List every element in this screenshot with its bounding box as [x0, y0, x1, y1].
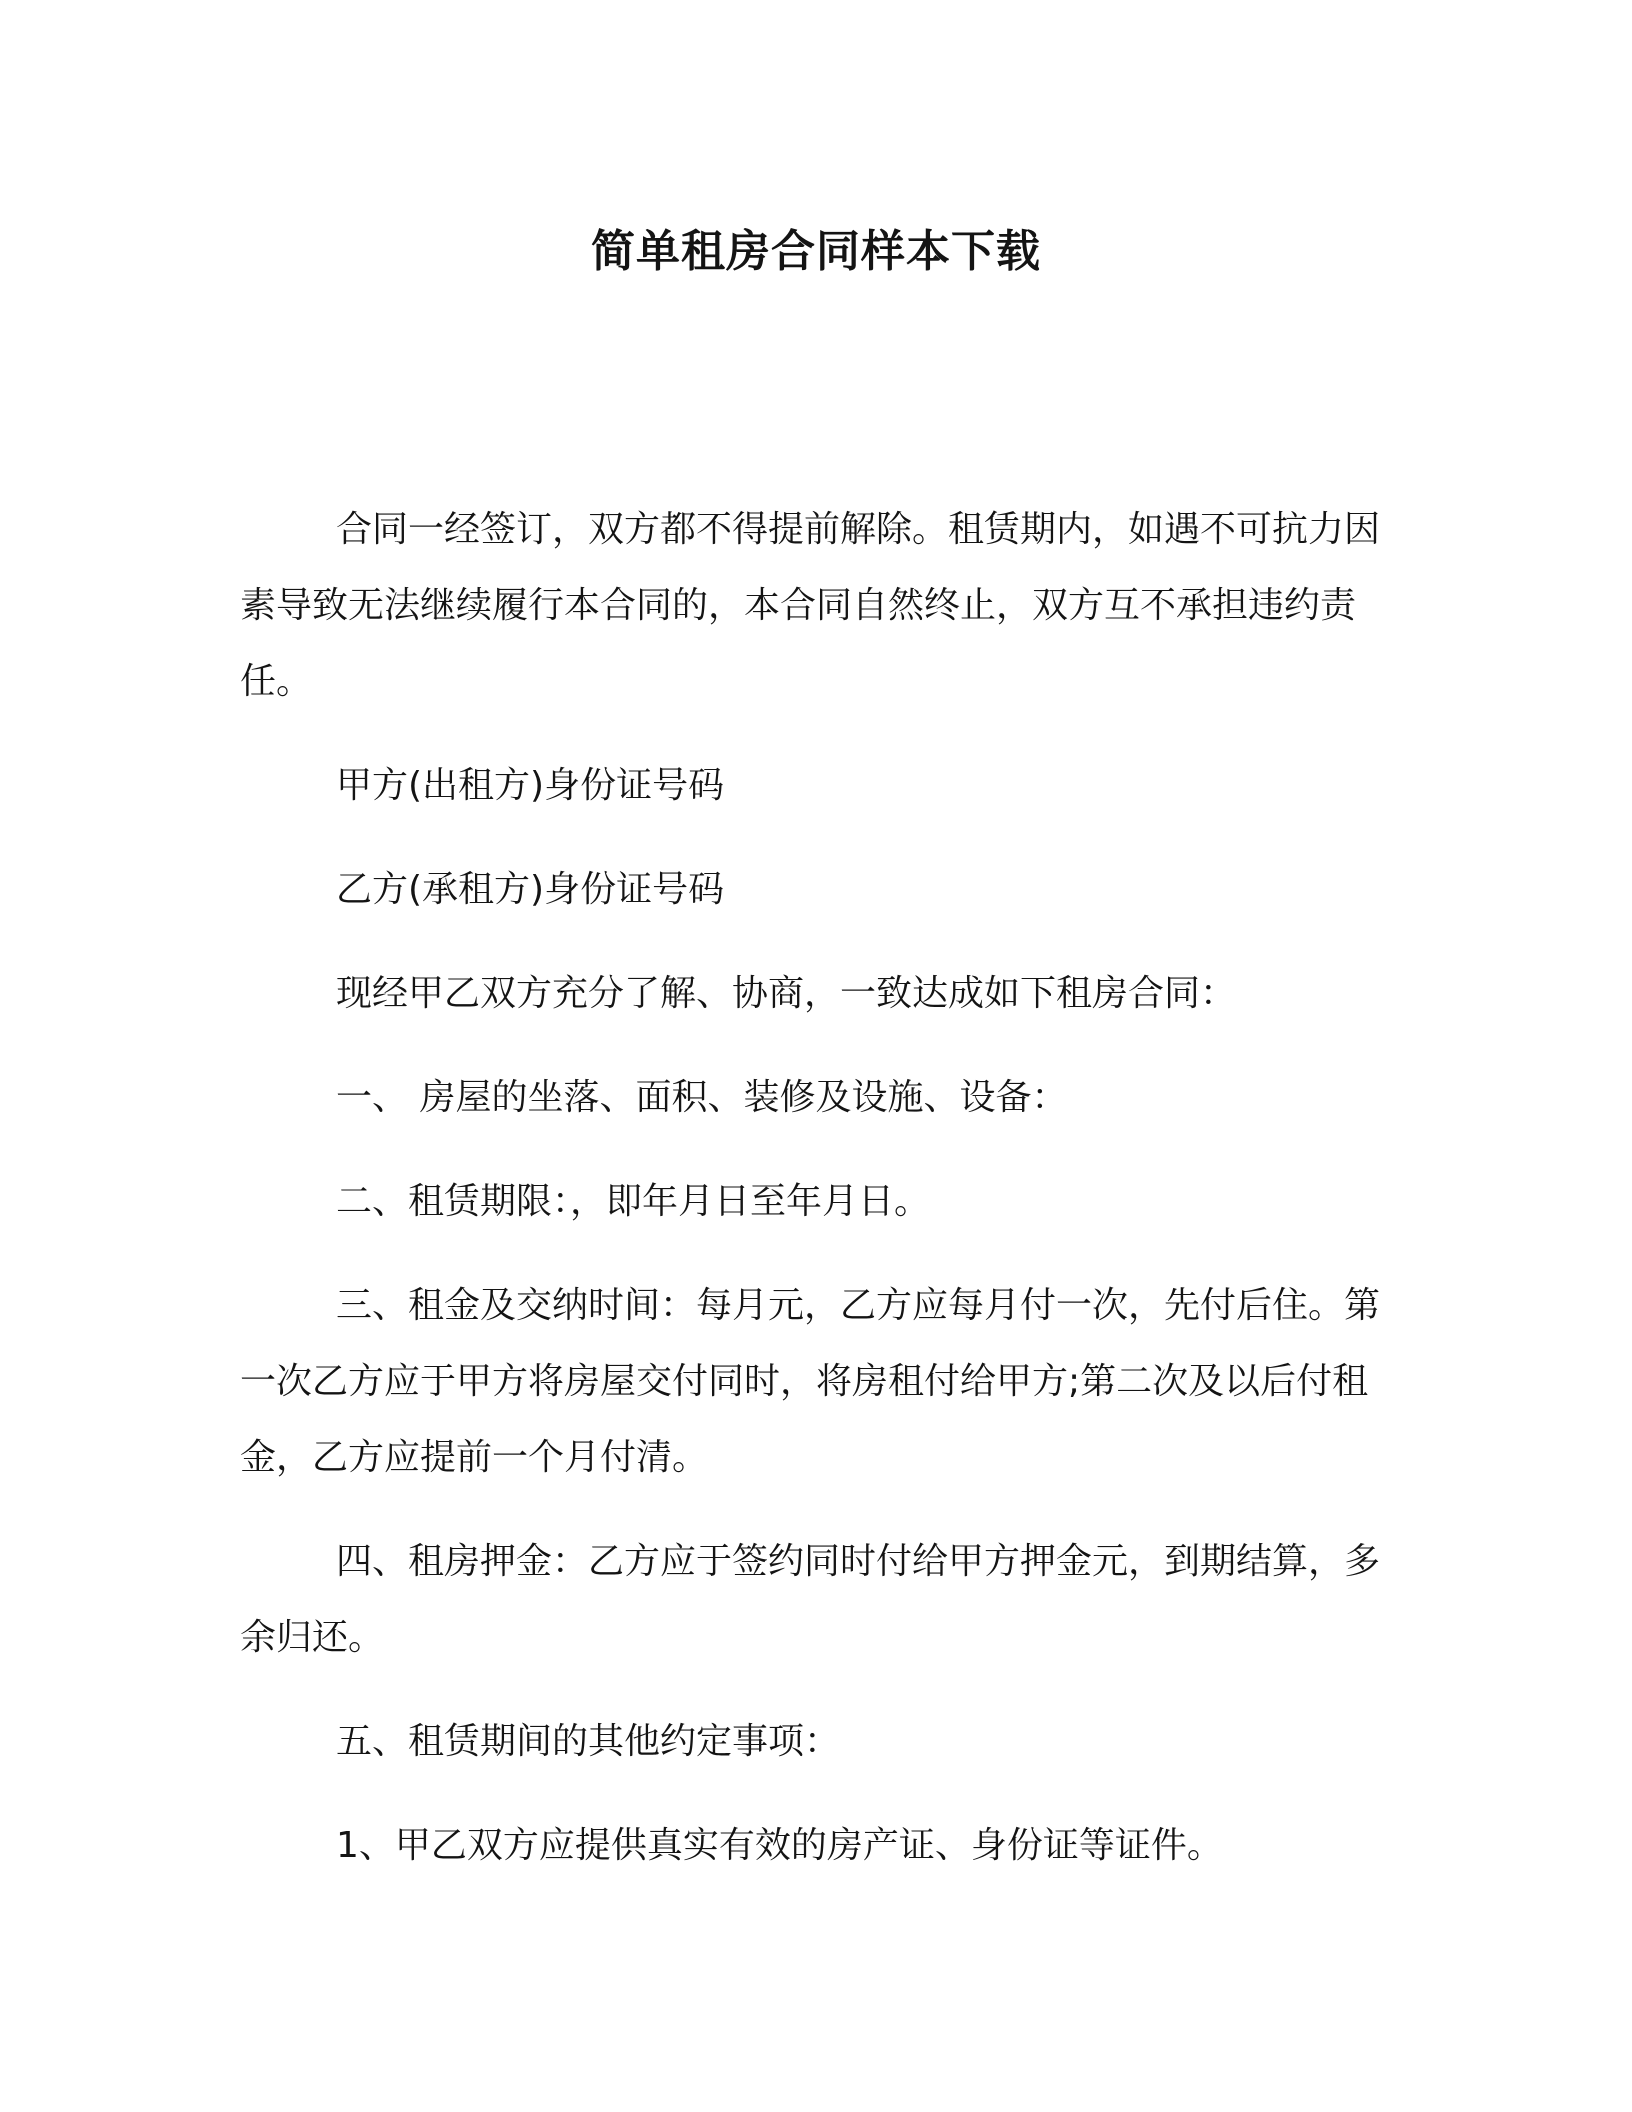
paragraph-party-a: 甲方(出租方)身份证号码 — [336, 765, 725, 806]
document-body — [240, 492, 1380, 1912]
paragraph-clause-1: 一、 房屋的坐落、面积、装修及设施、设备： — [336, 1077, 1068, 1118]
paragraph-clause-5: 五、租赁期间的其他约定事项： — [336, 1721, 841, 1762]
paragraph-clause-3: 三、租金及交纳时间：每月元，乙方应每月付一次，先付后住。第一次乙方应于甲方将房屋交付同时，将房租付给甲方;第二次及以后付租金，乙方应提前一个月付清。 — [240, 1285, 1381, 1478]
paragraph-party-b: 乙方(承租方)身份证号码 — [336, 869, 725, 910]
paragraph-clause-4: 四、租房押金：乙方应于签约同时付给甲方押金元，到期结算，多余归还。 — [240, 1541, 1381, 1658]
paragraph-agreement-intro: 现经甲乙双方充分了解、协商，一致达成如下租房合同： — [336, 973, 1237, 1014]
paragraph-sub-item-1: 1、甲乙双方应提供真实有效的房产证、身份证等证件。 — [336, 1825, 1223, 1866]
paragraph-termination: 合同一经签订，双方都不得提前解除。租赁期内，如遇不可抗力因素导致无法继续履行本合同的，本合同自然终止，双方互不承担违约责任。 — [240, 509, 1381, 702]
document-title: 简单租房合同样本下载 — [591, 226, 1041, 277]
paragraph-clause-2: 二、租赁期限：，即年月日至年月日。 — [336, 1181, 931, 1222]
